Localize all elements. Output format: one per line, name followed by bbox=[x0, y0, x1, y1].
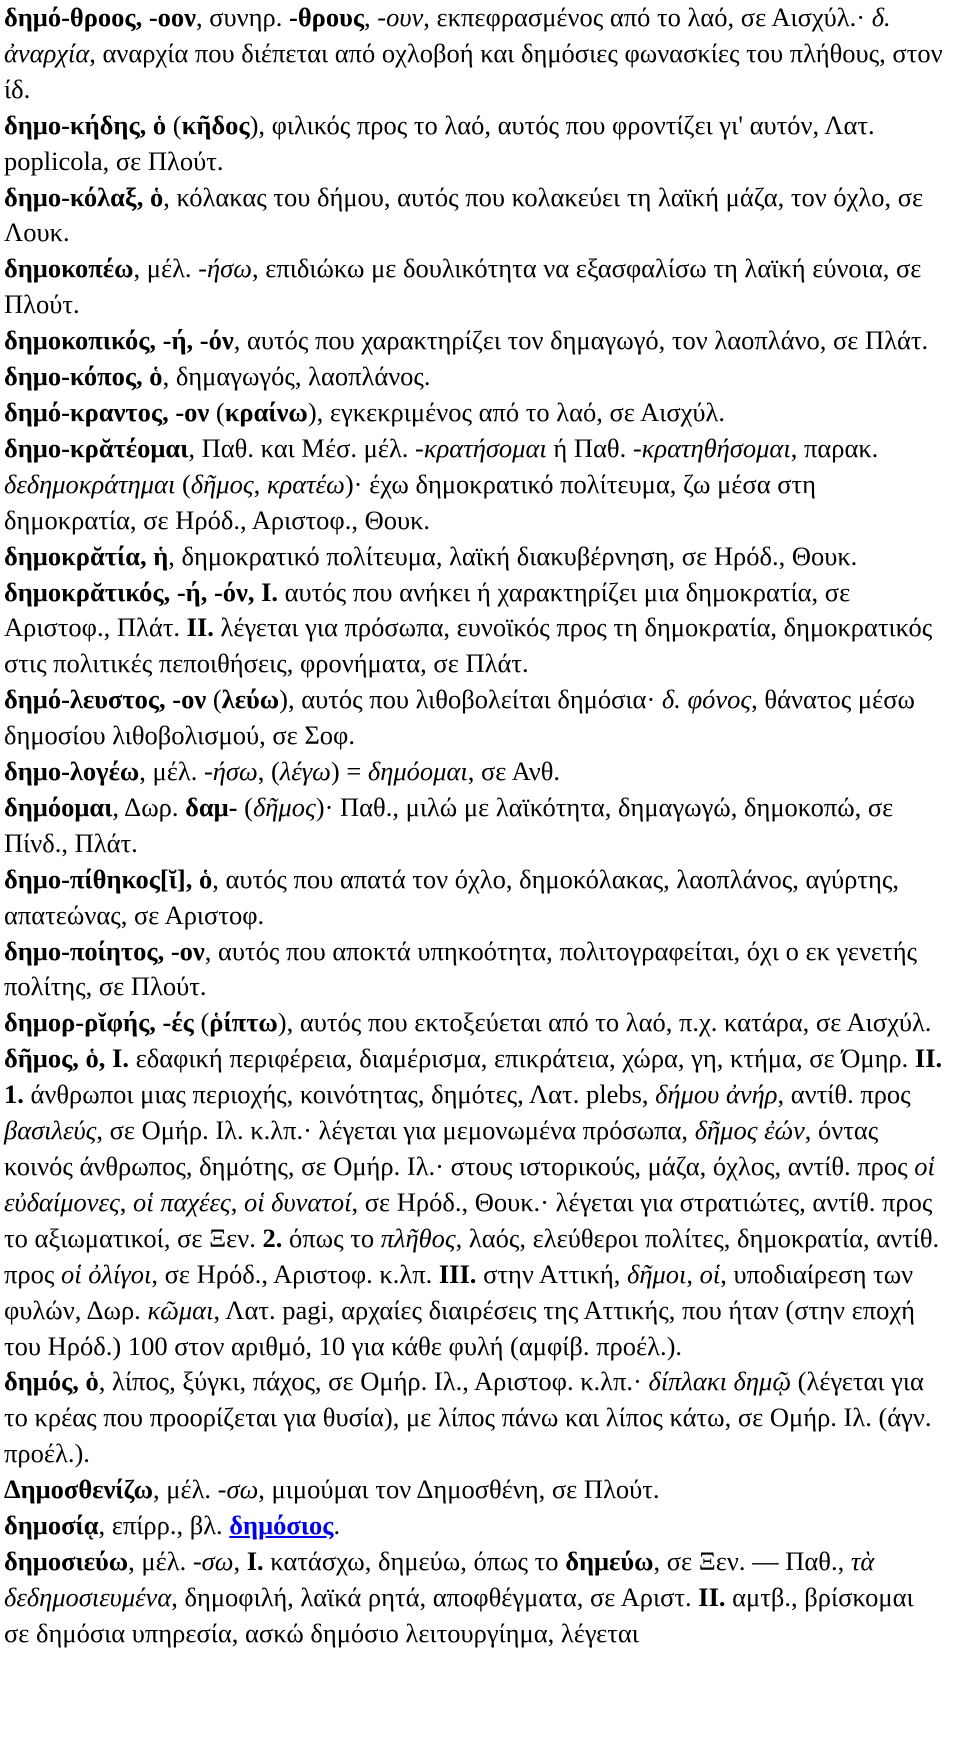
headword: δημοκρᾰτικός, -ή, -όν, I. bbox=[4, 576, 279, 607]
entry-text: , συνηρ. bbox=[196, 2, 289, 32]
entry-text: ), αυτός που εκτοξεύεται από το λαό, π.χ. κατάρα, σε Αισχύλ. bbox=[277, 1007, 932, 1038]
entry-text: , μέλ. bbox=[128, 1545, 193, 1576]
entry-text: , μιμούμαι τον Δημοσθένη, σε Πλούτ. bbox=[258, 1474, 660, 1505]
italic-term: δημόομαι bbox=[367, 756, 468, 787]
italic-term: -ήσω bbox=[203, 756, 258, 787]
entry-text: , ( bbox=[257, 756, 280, 787]
entry-text: ( bbox=[209, 396, 225, 427]
dictionary-entry bbox=[4, 1005, 944, 1041]
dictionary-entry bbox=[4, 323, 944, 359]
italic-term: δῆμος ἐών bbox=[694, 1115, 805, 1146]
italic-term: δῆμος bbox=[190, 468, 254, 499]
italic-term: -κρατηθήσομαι bbox=[632, 432, 791, 463]
dictionary-entry bbox=[4, 108, 944, 180]
italic-term: -κρατήσομαι bbox=[415, 432, 547, 463]
entry-text: ( bbox=[175, 468, 191, 499]
italic-term: δήμου ἀνήρ bbox=[655, 1079, 778, 1110]
entry-text: , bbox=[253, 468, 267, 499]
dictionary-entry bbox=[4, 790, 944, 862]
dictionary-entry bbox=[4, 1364, 944, 1472]
dictionary-entry bbox=[4, 251, 944, 323]
entry-text: , λαός, ελεύθεροι πολίτες, δημοκρατία, αντίθ. προς bbox=[4, 1222, 940, 1289]
entry-text: αμτβ., βρίσκομαι σε δημόσια υπηρεσία, ασκώ δημόσιο λειτουργίημα, λέγεται bbox=[4, 1581, 914, 1648]
dictionary-entry bbox=[4, 754, 944, 790]
italic-term: δῆμος bbox=[252, 791, 316, 822]
entry-text: , bbox=[233, 1545, 247, 1576]
italic-term: -σω bbox=[192, 1545, 234, 1576]
italic-term: -σω bbox=[217, 1474, 259, 1505]
entry-text: , σε Ηρόδ., Αριστοφ. κ.λπ. bbox=[151, 1258, 439, 1289]
entry-text: , bbox=[686, 1258, 700, 1289]
italic-term: οἱ ὀλίγοι bbox=[60, 1258, 152, 1289]
italic-term: οἱ παχέες bbox=[132, 1186, 231, 1217]
italic-term: οἱ δυνατοί bbox=[243, 1186, 352, 1217]
bold-term: κῆδος bbox=[181, 109, 250, 140]
headword: δημο-κρᾰτέομαι bbox=[4, 432, 189, 463]
entry-text: , όντας κοινός άνθρωπος, δημότης, σε Ομήρ. Ιλ.· στους ιστορικούς, μάζα, όχλος, αντίθ. προς bbox=[4, 1115, 915, 1181]
italic-term: δεδημοκράτημαι bbox=[4, 468, 176, 499]
dictionary-entry bbox=[4, 1472, 944, 1508]
headword: δημο-λογέω bbox=[4, 756, 140, 787]
entry-text: , αναρχία που διέπεται από οχλοβοή και δημόσιες φωνασκίες του πλήθους, στον ίδ. bbox=[4, 37, 943, 104]
dictionary-entry bbox=[4, 934, 944, 1006]
dictionary-entry bbox=[4, 395, 944, 431]
headword: δημο-κήδης, ὁ bbox=[4, 109, 167, 140]
headword: δημοσίᾳ bbox=[4, 1510, 99, 1541]
headword: δημο-κόλαξ, ὁ bbox=[4, 181, 164, 212]
entry-text: , αυτός που απατά τον όχλο, δημοκόλακας, λαοπλάνος, αγύρτης, απατεώνας, σε Αριστοφ. bbox=[4, 863, 900, 930]
headword: δῆμος, ὁ, I. bbox=[4, 1043, 129, 1074]
entry-text: , δημοκρατικό πολίτευμα, λαϊκή διακυβέρνηση, σε Ηρόδ., Θουκ. bbox=[168, 540, 858, 571]
bold-term: I. bbox=[246, 1545, 264, 1576]
entry-text: ή Παθ. bbox=[546, 432, 633, 463]
entry-text: , bbox=[119, 1186, 133, 1217]
entry-text: , bbox=[230, 1186, 244, 1217]
entry-text: , μέλ. bbox=[133, 253, 199, 284]
italic-term: οἱ bbox=[699, 1258, 721, 1289]
italic-term: πλῆθος bbox=[380, 1222, 456, 1253]
entry-text: λέγεται για πρόσωπα, ευνοϊκός προς τη δημοκρατία, δημοκρατικός στις πολιτικές πεποιθήσεις, φρονήματα, σε Πλάτ. bbox=[4, 612, 933, 679]
entry-text: στην Αττική, bbox=[476, 1258, 628, 1289]
entry-text: )· Παθ., μιλώ με λαϊκότητα, δημαγωγώ, δημοκοπώ, σε Πίνδ., Πλάτ. bbox=[4, 791, 894, 858]
entry-text: , Δωρ. bbox=[112, 791, 186, 822]
headword: δημό-κραντος, -ον bbox=[4, 396, 210, 427]
dictionary-entry bbox=[4, 431, 944, 539]
entry-text: ( bbox=[166, 109, 182, 140]
bold-term: II. bbox=[698, 1581, 726, 1612]
entry-text: , Παθ. και Μέσ. μέλ. bbox=[188, 432, 416, 463]
entry-text: , θάνατος μέσω δημοσίου λιθοβολισμού, σε Σοφ. bbox=[4, 684, 915, 751]
entry-text: , σε Ηρόδ., Θουκ.· λέγεται για στρατιώτες, αντίθ. προς το αξιωματικοί, σε Ξεν. bbox=[4, 1186, 933, 1253]
bold-term: κραίνω bbox=[224, 396, 308, 427]
entry-text: , εκπεφρασμένος από το λαό, σε Αισχύλ.· bbox=[423, 2, 872, 32]
entry-text: )· έχω δημοκρατικό πολίτευμα, ζω μέσα στη δημοκρατία, σε Ηρόδ., Αριστοφ., Θουκ. bbox=[4, 468, 817, 535]
dictionary-entry bbox=[4, 575, 944, 683]
entry-text: άνθρωποι μιας περιοχής, κοινότητας, δημότες, Λατ. plebs, bbox=[23, 1079, 656, 1110]
italic-term: κρατέω bbox=[266, 468, 345, 499]
entry-text: , αντίθ. προς bbox=[777, 1079, 911, 1110]
headword: δημόομαι bbox=[4, 791, 113, 822]
italic-term: δῆμοι bbox=[627, 1258, 687, 1289]
dictionary-entry bbox=[4, 359, 944, 395]
cross-reference-link[interactable]: δημόσιος bbox=[229, 1510, 334, 1541]
dictionary-entry bbox=[4, 180, 944, 252]
headword: δημό-θροος, -οον bbox=[4, 2, 197, 32]
entry-text: , υποδιαίρεση των φυλών, Δωρ. bbox=[4, 1258, 914, 1325]
headword: δημο-ποίητος, -ον bbox=[4, 935, 205, 966]
dictionary-entry bbox=[4, 1544, 944, 1652]
italic-term: δίπλακι δημῷ bbox=[648, 1366, 792, 1397]
headword: δημο-κόπος, ὁ bbox=[4, 361, 163, 392]
dictionary-entry bbox=[4, 0, 944, 108]
italic-term: δ. ἀναρχία bbox=[4, 2, 891, 68]
italic-term: βασιλεύς bbox=[4, 1115, 97, 1146]
headword: δημό-λευστος, -ον bbox=[4, 684, 207, 715]
bold-term: δαμ- bbox=[185, 791, 238, 822]
entry-text: κατάσχω, δημεύω, όπως το bbox=[263, 1545, 566, 1576]
bold-term: λεύω bbox=[221, 684, 280, 715]
entry-text: , λίπος, ξύγκι, πάχος, σε Ομήρ. Ιλ., Αριστοφ. κ.λπ.· bbox=[98, 1366, 649, 1397]
entry-text: , Λατ. pagi, αρχαίες διαιρέσεις της Αττικής, που ήταν (στην εποχή του Ηρόδ.) 100 στον αριθμό, 10 για κάθε φυλή (αμφίβ. προέλ.). bbox=[4, 1294, 915, 1361]
entry-text: ( bbox=[193, 1007, 210, 1038]
entry-text: , επιδιώκω με δουλικότητα να εξασφαλίσω τη λαϊκή εύνοια, σε Πλούτ. bbox=[4, 253, 922, 320]
bold-term: II. bbox=[186, 612, 214, 643]
entry-text: , σε Ξεν. — Παθ., bbox=[653, 1545, 851, 1576]
entry-text: , κόλακας του δήμου, αυτός που κολακεύει τη λαϊκή μάζα, τον όχλο, σε Λουκ. bbox=[4, 181, 924, 248]
dictionary-entry bbox=[4, 539, 944, 575]
headword: δημοκοπικός, -ή, -όν bbox=[4, 325, 234, 356]
bold-term: ῥίπτω bbox=[209, 1007, 278, 1038]
headword: δημοκοπέω bbox=[4, 253, 134, 284]
dictionary-entry bbox=[4, 862, 944, 934]
entry-text: , μέλ. bbox=[139, 756, 204, 787]
entry-text: εδαφική περιφέρεια, διαμέρισμα, επικράτεια, χώρα, γη, κτήμα, σε Όμηρ. bbox=[128, 1043, 915, 1074]
headword: δημός, ὁ bbox=[4, 1366, 99, 1397]
italic-term: κῶμαι bbox=[147, 1294, 214, 1325]
entry-text: ) = bbox=[330, 756, 368, 787]
dictionary-entry bbox=[4, 1041, 944, 1364]
entry-text: ( bbox=[237, 791, 253, 822]
bold-term: III. bbox=[438, 1258, 477, 1289]
italic-term: -ουν bbox=[377, 2, 424, 32]
italic-term: τὰ δεδημοσιευμένα bbox=[4, 1545, 875, 1612]
entry-text: αυτός που ανήκει ή χαρακτηρίζει μια δημοκρατία, σε Αριστοφ., Πλάτ. bbox=[4, 576, 851, 643]
entry-text: ), αυτός που λιθοβολείται δημόσια· bbox=[279, 684, 662, 715]
bold-term: 2. bbox=[262, 1222, 283, 1253]
entry-text: ), φιλικός προς το λαό, αυτός που φροντίζει γι' αυτόν, Λατ. poplicola, σε Πλούτ. bbox=[4, 109, 875, 176]
headword: δημοκρᾰτία, ἡ bbox=[4, 540, 169, 571]
headword: δημο-πίθηκος[ῐ], ὁ bbox=[4, 863, 213, 894]
italic-term: οἱ εὐδαίμονες bbox=[4, 1151, 935, 1217]
entry-text: όπως το bbox=[282, 1222, 381, 1253]
entry-text: , σε Ομήρ. Ιλ. κ.λπ.· λέγεται για μεμονωμένα πρόσωπα, bbox=[96, 1115, 695, 1146]
headword: Δημοσθενίζω bbox=[4, 1474, 153, 1505]
entry-text: , bbox=[364, 2, 378, 32]
dictionary-entry bbox=[4, 1508, 944, 1544]
entry-text: , δημαγωγός, λαοπλάνος. bbox=[162, 361, 431, 392]
entry-text: ), εγκεκριμένος από το λαό, σε Αισχύλ. bbox=[307, 396, 725, 427]
entry-text: , δημοφιλή, λαϊκά ρητά, αποφθέγματα, σε Αριστ. bbox=[171, 1581, 699, 1612]
entry-text: , σε Ανθ. bbox=[467, 756, 561, 787]
bold-term: δημεύω bbox=[565, 1545, 654, 1576]
italic-term: -ήσω bbox=[198, 253, 252, 284]
headword: δημορ-ρῐφής, -ές bbox=[4, 1007, 194, 1038]
italic-term: δ. φόνος bbox=[661, 684, 752, 715]
entry-text: , επίρρ., βλ. bbox=[98, 1510, 230, 1541]
entry-text: , παρακ. bbox=[790, 432, 879, 463]
entry-text: ( bbox=[206, 684, 222, 715]
bold-term: II. 1. bbox=[4, 1043, 943, 1110]
dictionary-entry bbox=[4, 682, 944, 754]
entry-text: (λέγεται για το κρέας που προορίζεται για θυσία), με λίπος πάνω και λίπος κάτω, σε Ομήρ. Ιλ. (άγν. προέλ.). bbox=[4, 1366, 932, 1469]
entry-text: , μέλ. bbox=[152, 1474, 218, 1505]
italic-term: λέγω bbox=[279, 756, 331, 787]
entry-text: , αυτός που αποκτά υπηκοότητα, πολιτογραφείται, όχι ο εκ γενετής πολίτης, σε Πλούτ. bbox=[4, 935, 918, 1002]
headword: δημοσιεύω bbox=[4, 1545, 129, 1576]
entry-text: . bbox=[333, 1510, 341, 1541]
entry-text: , αυτός που χαρακτηρίζει τον δημαγωγό, τον λαοπλάνο, σε Πλάτ. bbox=[233, 325, 929, 356]
bold-term: -θρους bbox=[289, 2, 365, 32]
